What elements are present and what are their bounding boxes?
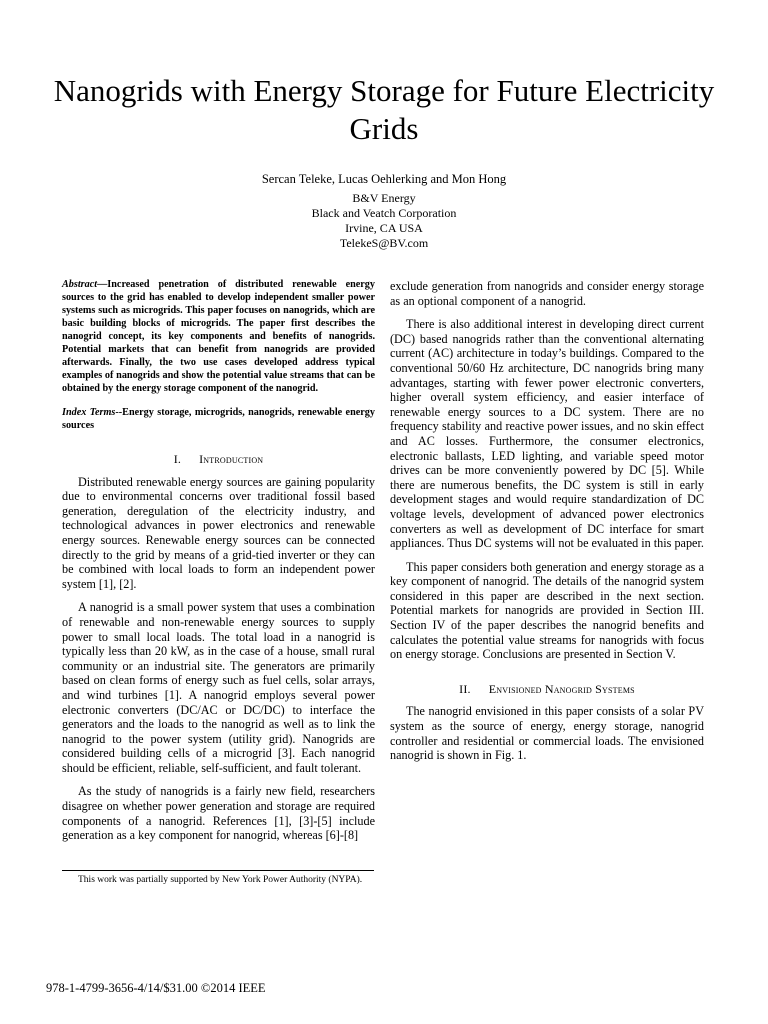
affiliation-company: B&V Energy (352, 191, 416, 205)
left-column (62, 278, 375, 843)
body-paragraph: exclude generation from nanogrids and consider energy storage as an optional component of a nanogrid. (390, 279, 704, 308)
index-terms (62, 406, 375, 432)
footnote-divider (62, 870, 374, 871)
body-paragraph: Distributed renewable energy sources are gaining popularity due to environmental concerns over traditional fossil based generation, deregulation of the electricity industry, and technological advances in power electronics and renewable energy sources. Renewable energy sources can be connected directly to the grid by means of a grid-tied inverter or they can be combined with local loads to form an independent power system [1], [2]. (62, 474, 375, 591)
section-number: I. (173, 452, 182, 466)
abstract (62, 278, 375, 395)
author-email: TelekeS@BV.com (339, 236, 429, 250)
footnote: This work was partially supported by New York Power Authority (NYPA). (78, 875, 363, 885)
body-paragraph: As the study of nanogrids is a fairly new field, researchers disagree on whether power generation and storage are required components of a nanogrid. References [1], [3]-[5] include generation as a key component for nanogrid, whereas [6]-[8] (62, 784, 375, 843)
section-title: Envisioned Nanogrid Systems (488, 681, 635, 696)
index-terms-text: --Energy storage, microgrids, nanogrids, renewable energy sources (62, 407, 375, 431)
abstract-text: —Increased penetration of distributed renewable energy sources to the grid has enabled to develop independent smaller power systems such as microgrids. This paper focuses on nanogrids, which are basic building blocks of microgrids. The paper first describes the nanogrid concept, its key components and benefits of nanogrids. Potential markets that can benefit from nanogrids are provided afterwards. Finally, the two use cases developed address typical examples of nanogrids and show the potential value streams that can be obtained by the energy storage component of the nanogrid. (62, 279, 375, 394)
body-paragraph: There is also additional interest in developing direct current (DC) based nanogrids rather than the conventional alternating current (AC) architecture in today’s buildings. Compared to the conventional 50/60 Hz architecture, DC nanogrids bring many advantages, starting with fewer power electronic converters, higher overall system efficiency, and easier interface of renewable energy sources to a DC system. There are no frequency stability and reactive power issues, and no skin effect and AC losses. Furthermore, the consumer electronics, electronic ballasts, LED lighting, and variable speed motor drives can be more conveniently powered by DC [5]. While there are numerous benefits, the DC system is still in early development stages and would require standardization of DC voltage levels, development of advanced power electronics converters as well as development of DC interface for smart appliances. Thus DC systems will not be evaluated in this paper. (390, 317, 704, 551)
affiliation-block (40, 191, 728, 251)
body-paragraph: The nanogrid envisioned in this paper consists of a solar PV system as the source of energy, energy storage, nanogrid controller and residential or commercial loads. The envisioned nanogrid is shown in Fig. 1. (390, 704, 704, 763)
section-title: Introduction (199, 452, 264, 466)
author-list: Sercan Teleke, Lucas Oehlerking and Mon Hong (261, 172, 507, 186)
index-terms-label: Index Terms (62, 407, 116, 418)
affiliation-corporation: Black and Veatch Corporation (311, 206, 457, 220)
affiliation-location: Irvine, CA USA (345, 221, 423, 235)
section-number: II. (459, 681, 471, 696)
copyright-line: 978-1-4799-3656-4/14/$31.00 ©2014 IEEE (46, 981, 266, 995)
paper-title: Nanogrids with Energy Storage for Future Electricity Grids (53, 73, 715, 146)
body-paragraph: This paper considers both generation and energy storage as a key component of nanogrid. The details of the nanogrid system considered in this paper are described in the next section. Potential markets for nanogrids are provided in Section III. Section IV of the paper describes the nanogrid benefits and calculates the potential value streams for nanogrids with focus on energy storage. Conclusions are presented in Section V. (390, 559, 704, 662)
body-paragraph: A nanogrid is a small power system that uses a combination of renewable and non-renewable energy sources to supply power to small local loads. The total load in a nanogrid is typically less than 20 kW, as in the case of a house, small rural community or an industrial site. The generators are primarily based on clean forms of energy such as fuel cells, solar arrays, and wind turbines [1]. A nanogrid employs several power electronic converters (DC/AC or DC/DC) to interface the generators and the loads to the nanogrid as well as to link the nanogrid to the power system (utility grid). Nanogrids are considered building cells of a microgrid [3]. Each nanogrid should be efficient, reliable, self-sufficient, and fault tolerant. (62, 600, 375, 775)
section-heading-envisioned-nanogrid (390, 682, 704, 697)
right-column (390, 279, 704, 763)
abstract-label: Abstract (62, 279, 98, 290)
section-heading-introduction (62, 452, 375, 467)
